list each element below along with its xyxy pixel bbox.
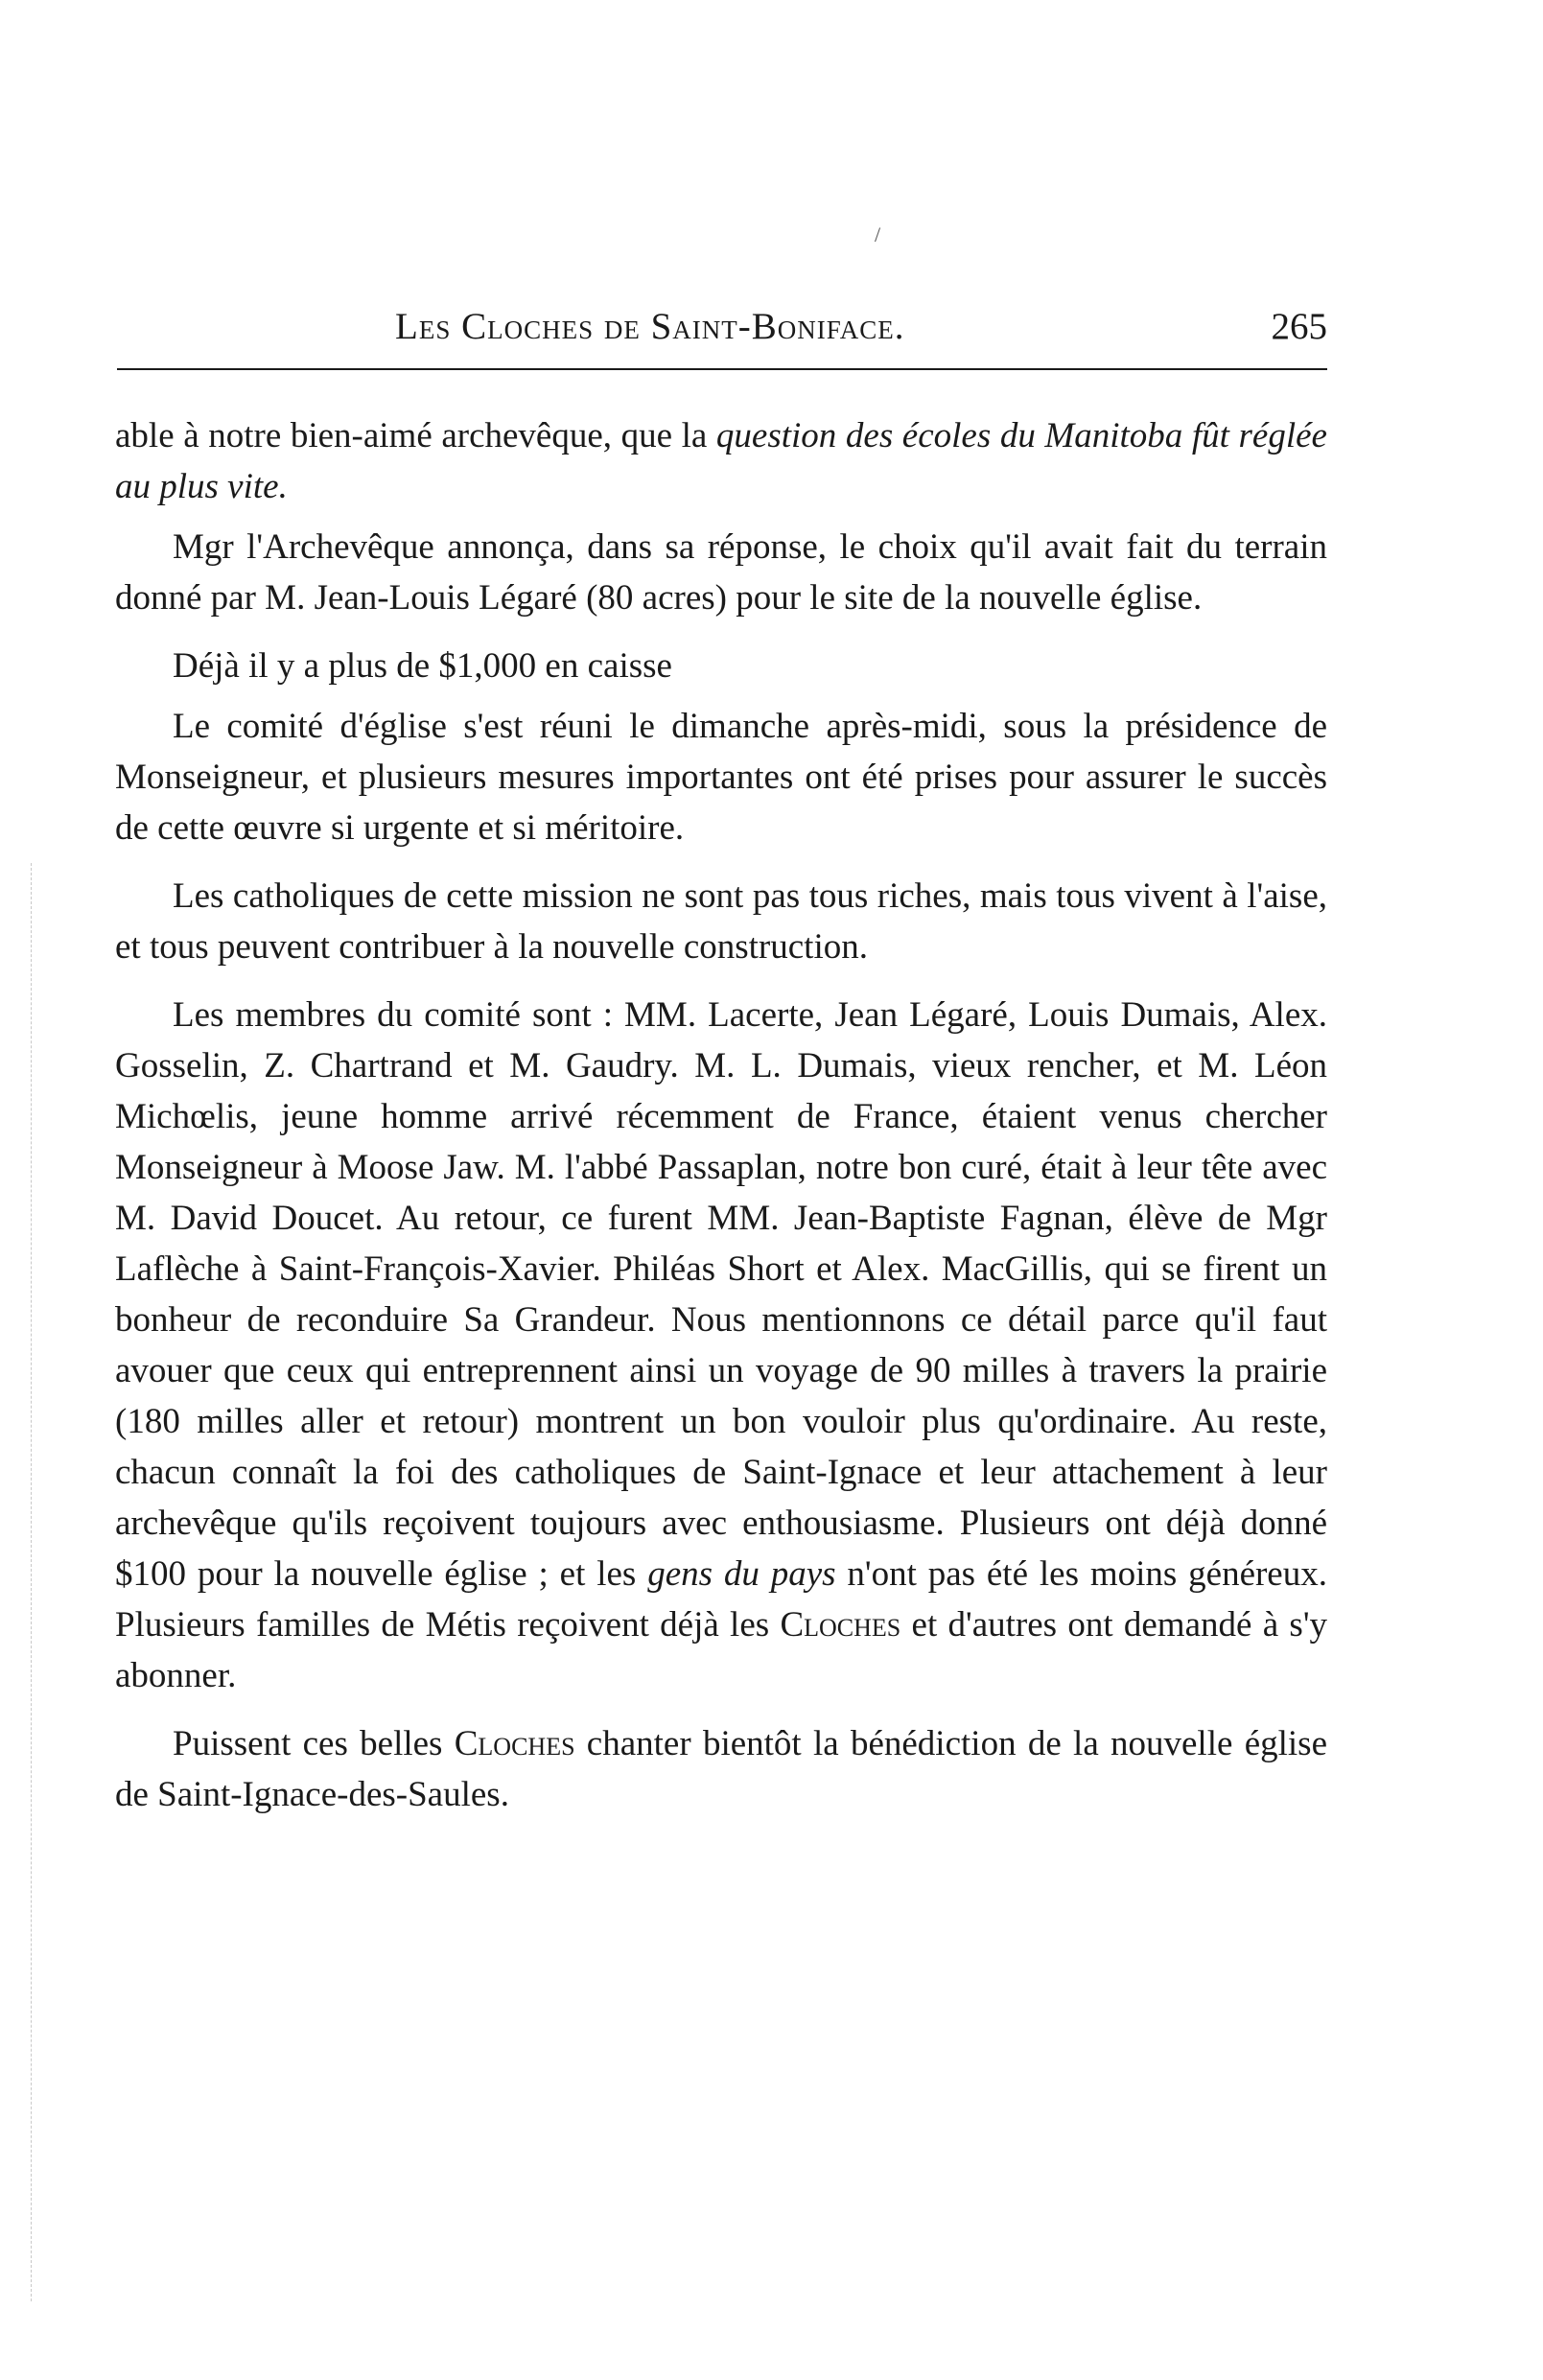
paragraph-smallcaps-text: Cloches: [780, 1605, 901, 1645]
paragraph-text: et d'autres ont demandé à s'y abonner.: [115, 1605, 1327, 1695]
paragraph: [115, 522, 1327, 623]
paragraph: [115, 990, 1327, 1701]
paragraph-smallcaps-text: Cloches: [454, 1724, 575, 1763]
paragraph-continuation: [115, 410, 1327, 512]
paragraph-text: Déjà il y a plus de $1,000 en caisse: [173, 646, 672, 686]
stray-mark: /: [875, 222, 881, 246]
paragraph: [115, 1718, 1327, 1820]
paragraph-text: Puissent ces belles: [173, 1724, 455, 1763]
paragraph-text: Mgr l'Archevêque annonça, dans sa réponse, le choix qu'il avait fait du terrain donné par M. Jean-Louis Légaré (80 acres) pour le site de la nouvelle église.: [115, 527, 1327, 618]
paragraph-text: able à notre bien-aimé archevêque, que la: [115, 416, 716, 455]
running-head: [117, 305, 1327, 353]
paragraph-text: n'ont pas été les moins généreux. Plusieurs familles de Métis reçoivent déjà les: [115, 1554, 1327, 1645]
paragraph: [115, 701, 1327, 853]
paragraph-text: Le comité d'église s'est réuni le dimanche après-midi, sous la présidence de Monseigneur, et plusieurs mesures importantes ont été prises pour assurer le succès de cette œuvre si urgente et si méritoire.: [115, 707, 1327, 848]
paragraph-text: chanter bientôt la bénédiction de la nouvelle église de Saint-Ignace-des-Saules.: [115, 1724, 1327, 1814]
paragraph-italic-text: question des écoles du Manitoba fût réglée au plus vite.: [115, 416, 1327, 506]
running-title: Les Cloches de Saint-Boniface.: [395, 306, 905, 347]
header-rule: [117, 368, 1327, 370]
body-text: [115, 410, 1327, 1837]
paragraph-text: Les catholiques de cette mission ne sont pas tous riches, mais tous vivent à l'aise, et tous peuvent contribuer à la nouvelle construction.: [115, 876, 1327, 967]
paragraph: [115, 871, 1327, 972]
paragraph-text: Les membres du comité sont : MM. Lacerte, Jean Légaré, Louis Dumais, Alex. Gosselin, Z. Chartrand et M. Gaudry. M. L. Dumais, vieux rencher, et M. Léon Michœlis, jeune homme arrivé récemment de France, étaient venus chercher Monseigneur à Moose Jaw. M. l'abbé Passaplan, notre bon curé, était à leur tête avec M. David Doucet. Au retour, ce furent MM. Jean-Baptiste Fagnan, élève de Mgr Laflèche à Saint-François-Xavier. Philéas Short et Alex. MacGillis, qui se firent un bonheur de reconduire Sa Grandeur. Nous mentionnons ce détail parce qu'il faut avouer que ceux qui entreprennent ainsi un voyage de 90 milles à travers la prairie (180 milles aller et retour) montrent un bon vouloir plus qu'ordinaire. Au reste, chacun connaît la foi des catholiques de Saint-Ignace et leur attachement à leur archevêque qu'ils reçoivent toujours avec enthousiasme. Plusieurs ont déjà donné $100 pour la nouvelle église ; et les: [115, 995, 1327, 1594]
paragraph-italic-text: gens du pays: [647, 1554, 836, 1594]
margin-guide: [31, 863, 32, 2301]
page-number: 265: [1271, 306, 1327, 347]
paragraph: [115, 641, 1327, 691]
